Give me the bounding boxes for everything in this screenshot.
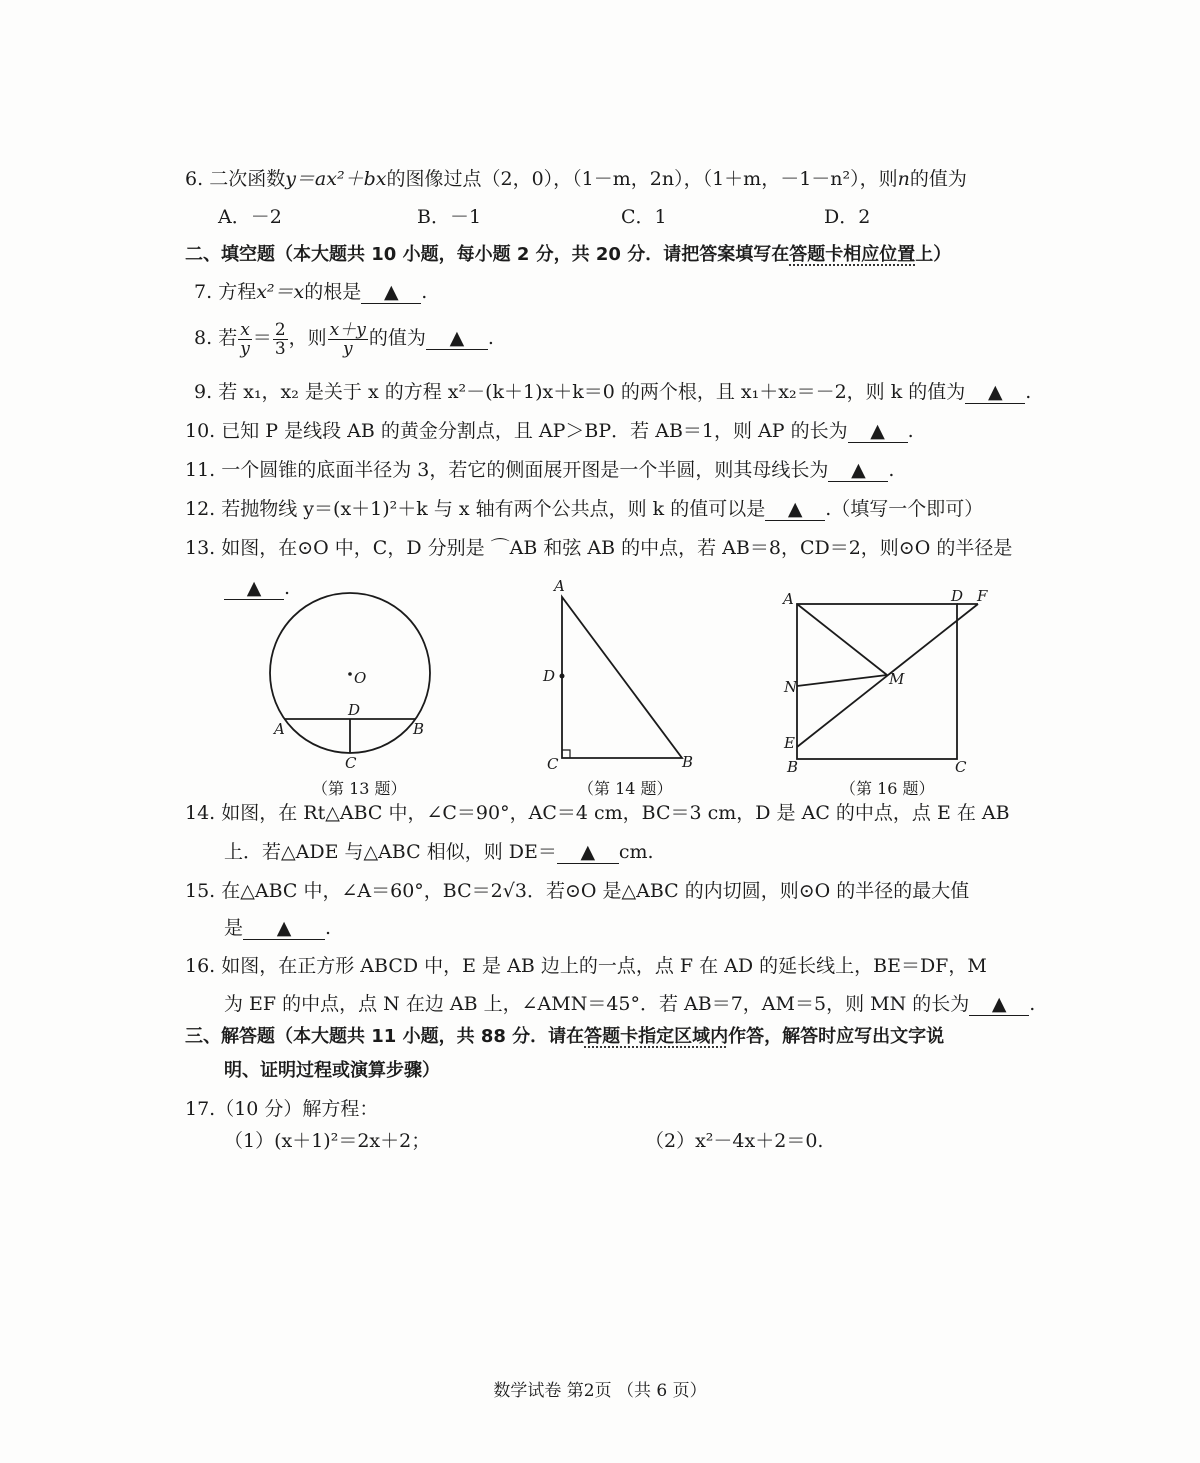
segment-am — [797, 604, 887, 675]
section-2-heading — [185, 242, 951, 268]
label-e: E — [784, 734, 795, 752]
figure-13-circle — [255, 590, 455, 780]
question-7 — [194, 279, 427, 305]
q11-text: 一个圆锥的底面半径为 3，若它的侧面展开图是一个半圆，则其母线长为 — [221, 459, 829, 481]
q8-fraction-sum — [328, 321, 368, 358]
q9-number: 9. — [194, 381, 213, 403]
q12-text: 若抛物线 y＝(x＋1)²＋k 与 x 轴有两个公共点，则 k 的值可以是 — [221, 498, 766, 520]
question-14-cont — [224, 839, 654, 865]
q8-answer-blank[interactable]: ▲ — [426, 327, 488, 350]
q15-number: 15. — [185, 880, 216, 902]
q8-f1-num: x — [240, 319, 250, 340]
q16-answer-blank[interactable]: ▲ — [969, 993, 1029, 1016]
q7-expression: x²＝x — [256, 281, 305, 303]
figure-16-caption: （第 16 题） — [840, 779, 935, 798]
q11-end: . — [888, 459, 895, 481]
section-2-head: 二、填空题（本大题共 10 小题，每小题 2 分，共 20 分．请把答案填写在 — [185, 244, 790, 265]
q10-text: 已知 P 是线段 AB 的黄金分割点，且 AP＞BP．若 AB＝1，则 AP 的长为 — [221, 420, 848, 442]
label-c: C — [955, 758, 967, 776]
question-8 — [194, 318, 494, 358]
label-o: O — [354, 669, 367, 687]
point-d — [560, 674, 565, 679]
q14-line1: 如图，在 Rt△ABC 中，∠C＝90°，AC＝4 cm，BC＝3 cm，D 是 AC 的中点，点 E 在 AB — [221, 802, 1010, 824]
label-d: D — [543, 667, 556, 685]
question-16-cont — [224, 991, 1035, 1017]
question-12 — [185, 496, 983, 522]
q13-number: 13. — [185, 537, 216, 559]
q7-pre: 方程 — [218, 281, 257, 303]
q8-mid: ，则 — [288, 327, 327, 349]
q8-f1-den: y — [240, 338, 250, 359]
q8-f2-den: 3 — [274, 338, 286, 359]
figure-16-square — [775, 580, 995, 780]
label-c: C — [547, 755, 559, 773]
q13-text: 如图，在⊙O 中，C，D 分别是 ⌒AB 和弦 AB 的中点，若 AB＝8，CD＝2，则⊙O 的半径是 — [221, 537, 1013, 559]
q11-answer-blank[interactable]: ▲ — [828, 459, 888, 482]
q15-end: . — [325, 917, 332, 939]
triangle-abc — [562, 597, 682, 758]
q8-f3-den: y — [342, 338, 353, 359]
q9-answer-blank[interactable]: ▲ — [965, 381, 1025, 404]
figure-13-caption: （第 13 题） — [312, 779, 407, 798]
q6-pre: 二次函数 — [209, 168, 286, 190]
q16-line1: 如图，在正方形 ABCD 中，E 是 AB 边上的一点，点 F 在 AD 的延长线上，BE＝DF，M — [221, 955, 987, 977]
q9-text: 若 x₁，x₂ 是关于 x 的方程 x²－(k＋1)x＋k＝0 的两个根，且 x₁＋x₂＝－2，则 k 的值为 — [218, 381, 966, 403]
q15-line1: 在△ABC 中，∠A＝60°，BC＝2√3．若⊙O 是△ABC 的内切圆，则⊙O 的半径的最大值 — [221, 880, 970, 902]
q10-number: 10. — [185, 420, 216, 442]
label-n: N — [784, 678, 798, 696]
label-a: A — [554, 577, 565, 595]
segment-mn — [797, 675, 887, 686]
q12-number: 12. — [185, 498, 216, 520]
q13-answer-blank[interactable]: ▲ — [224, 577, 284, 600]
q8-f2-num: 2 — [274, 319, 286, 340]
label-b: B — [413, 720, 425, 738]
q7-post: 的根是 — [304, 281, 362, 303]
q15-line2: 是 — [224, 917, 244, 939]
question-15 — [185, 878, 969, 904]
question-13 — [185, 535, 1012, 561]
q6-var: n — [897, 168, 910, 190]
label-d: D — [951, 587, 964, 605]
right-angle-mark — [562, 750, 570, 758]
q6-option-d: D．2 — [824, 206, 871, 228]
q14-end: cm. — [618, 841, 654, 863]
q6-option-a: A．－2 — [218, 206, 282, 228]
q7-answer-blank[interactable]: ▲ — [361, 281, 421, 304]
q8-pre: 若 — [218, 327, 238, 349]
figure-14-caption: （第 14 题） — [578, 779, 673, 798]
q14-line2: 上．若△ADE 与△ABC 相似，则 DE＝ — [224, 841, 557, 863]
q12-answer-blank[interactable]: ▲ — [765, 498, 825, 521]
square-abcd — [797, 604, 957, 759]
q8-end: . — [487, 327, 494, 349]
label-a: A — [274, 720, 285, 738]
q15-answer-blank[interactable]: ▲ — [243, 917, 325, 940]
center-point — [348, 672, 352, 676]
q8-post: 的值为 — [368, 327, 426, 349]
q6-expression: y＝ax²＋bx — [285, 168, 387, 190]
question-14 — [185, 800, 1010, 826]
section-2-dotted: 答题卡相应位置 — [789, 244, 916, 265]
q6-number: 6. — [185, 168, 204, 190]
section-3-heading-cont: 明、证明过程或演算步骤） — [224, 1060, 440, 1081]
q9-end: . — [1025, 381, 1032, 403]
section-3-head: 三、解答题（本大题共 11 小题，共 88 分．请在 — [185, 1026, 585, 1047]
q8-fraction-2-over-3 — [273, 321, 288, 358]
label-m: M — [889, 670, 905, 688]
question-15-cont — [224, 915, 331, 941]
q17-part-1: （1）(x＋1)²＝2x＋2； — [224, 1130, 431, 1152]
question-16 — [185, 953, 987, 979]
q12-end: .（填写一个即可） — [825, 498, 984, 520]
figure-14-triangle — [535, 575, 705, 775]
q10-end: . — [907, 420, 914, 442]
q13-end: . — [284, 577, 291, 599]
q7-number: 7. — [194, 281, 213, 303]
q17-number: 17. — [185, 1098, 216, 1120]
question-17 — [185, 1096, 378, 1122]
question-6 — [185, 166, 967, 192]
question-10 — [185, 418, 914, 444]
q6-option-b: B．－1 — [417, 206, 482, 228]
q17-part-2: （2）x²－4x＋2＝0. — [645, 1130, 824, 1152]
q6-post: 的值为 — [909, 168, 967, 190]
q10-answer-blank[interactable]: ▲ — [848, 420, 908, 443]
label-b: B — [682, 753, 694, 771]
q16-line2: 为 EF 的中点，点 N 在边 AB 上，∠AMN＝45°．若 AB＝7，AM＝5，则 MN 的长为 — [224, 993, 970, 1015]
question-9 — [194, 379, 1031, 405]
q16-end: . — [1029, 993, 1036, 1015]
q17-text: （10 分）解方程： — [215, 1098, 379, 1120]
label-b: B — [787, 758, 799, 776]
section-3-tail: 作答，解答时应写出文字说 — [728, 1026, 945, 1047]
label-a: A — [783, 590, 794, 608]
q6-option-c: C．1 — [621, 206, 667, 228]
section-3-heading — [185, 1024, 944, 1050]
q14-answer-blank[interactable]: ▲ — [557, 841, 619, 864]
label-c: C — [345, 754, 357, 772]
label-d: D — [348, 701, 361, 719]
q16-number: 16. — [185, 955, 216, 977]
section-3-dotted: 答题卡指定区域内 — [584, 1026, 729, 1047]
q6-mid: 的图像过点（2，0），（1－m，2n），（1＋m，－1－n²），则 — [386, 168, 898, 190]
q8-f3-num: x＋y — [329, 319, 366, 340]
q14-number: 14. — [185, 802, 216, 824]
page-footer: 数学试卷 第2页 （共 6 页） — [493, 1381, 707, 1401]
question-11 — [185, 457, 894, 483]
label-f: F — [977, 587, 988, 605]
q8-eq: ＝ — [252, 327, 272, 349]
q8-number: 8. — [194, 327, 213, 349]
section-2-tail: 上） — [915, 244, 952, 265]
q11-number: 11. — [185, 459, 216, 481]
q8-fraction-x-over-y — [238, 321, 252, 358]
q7-end: . — [421, 281, 428, 303]
